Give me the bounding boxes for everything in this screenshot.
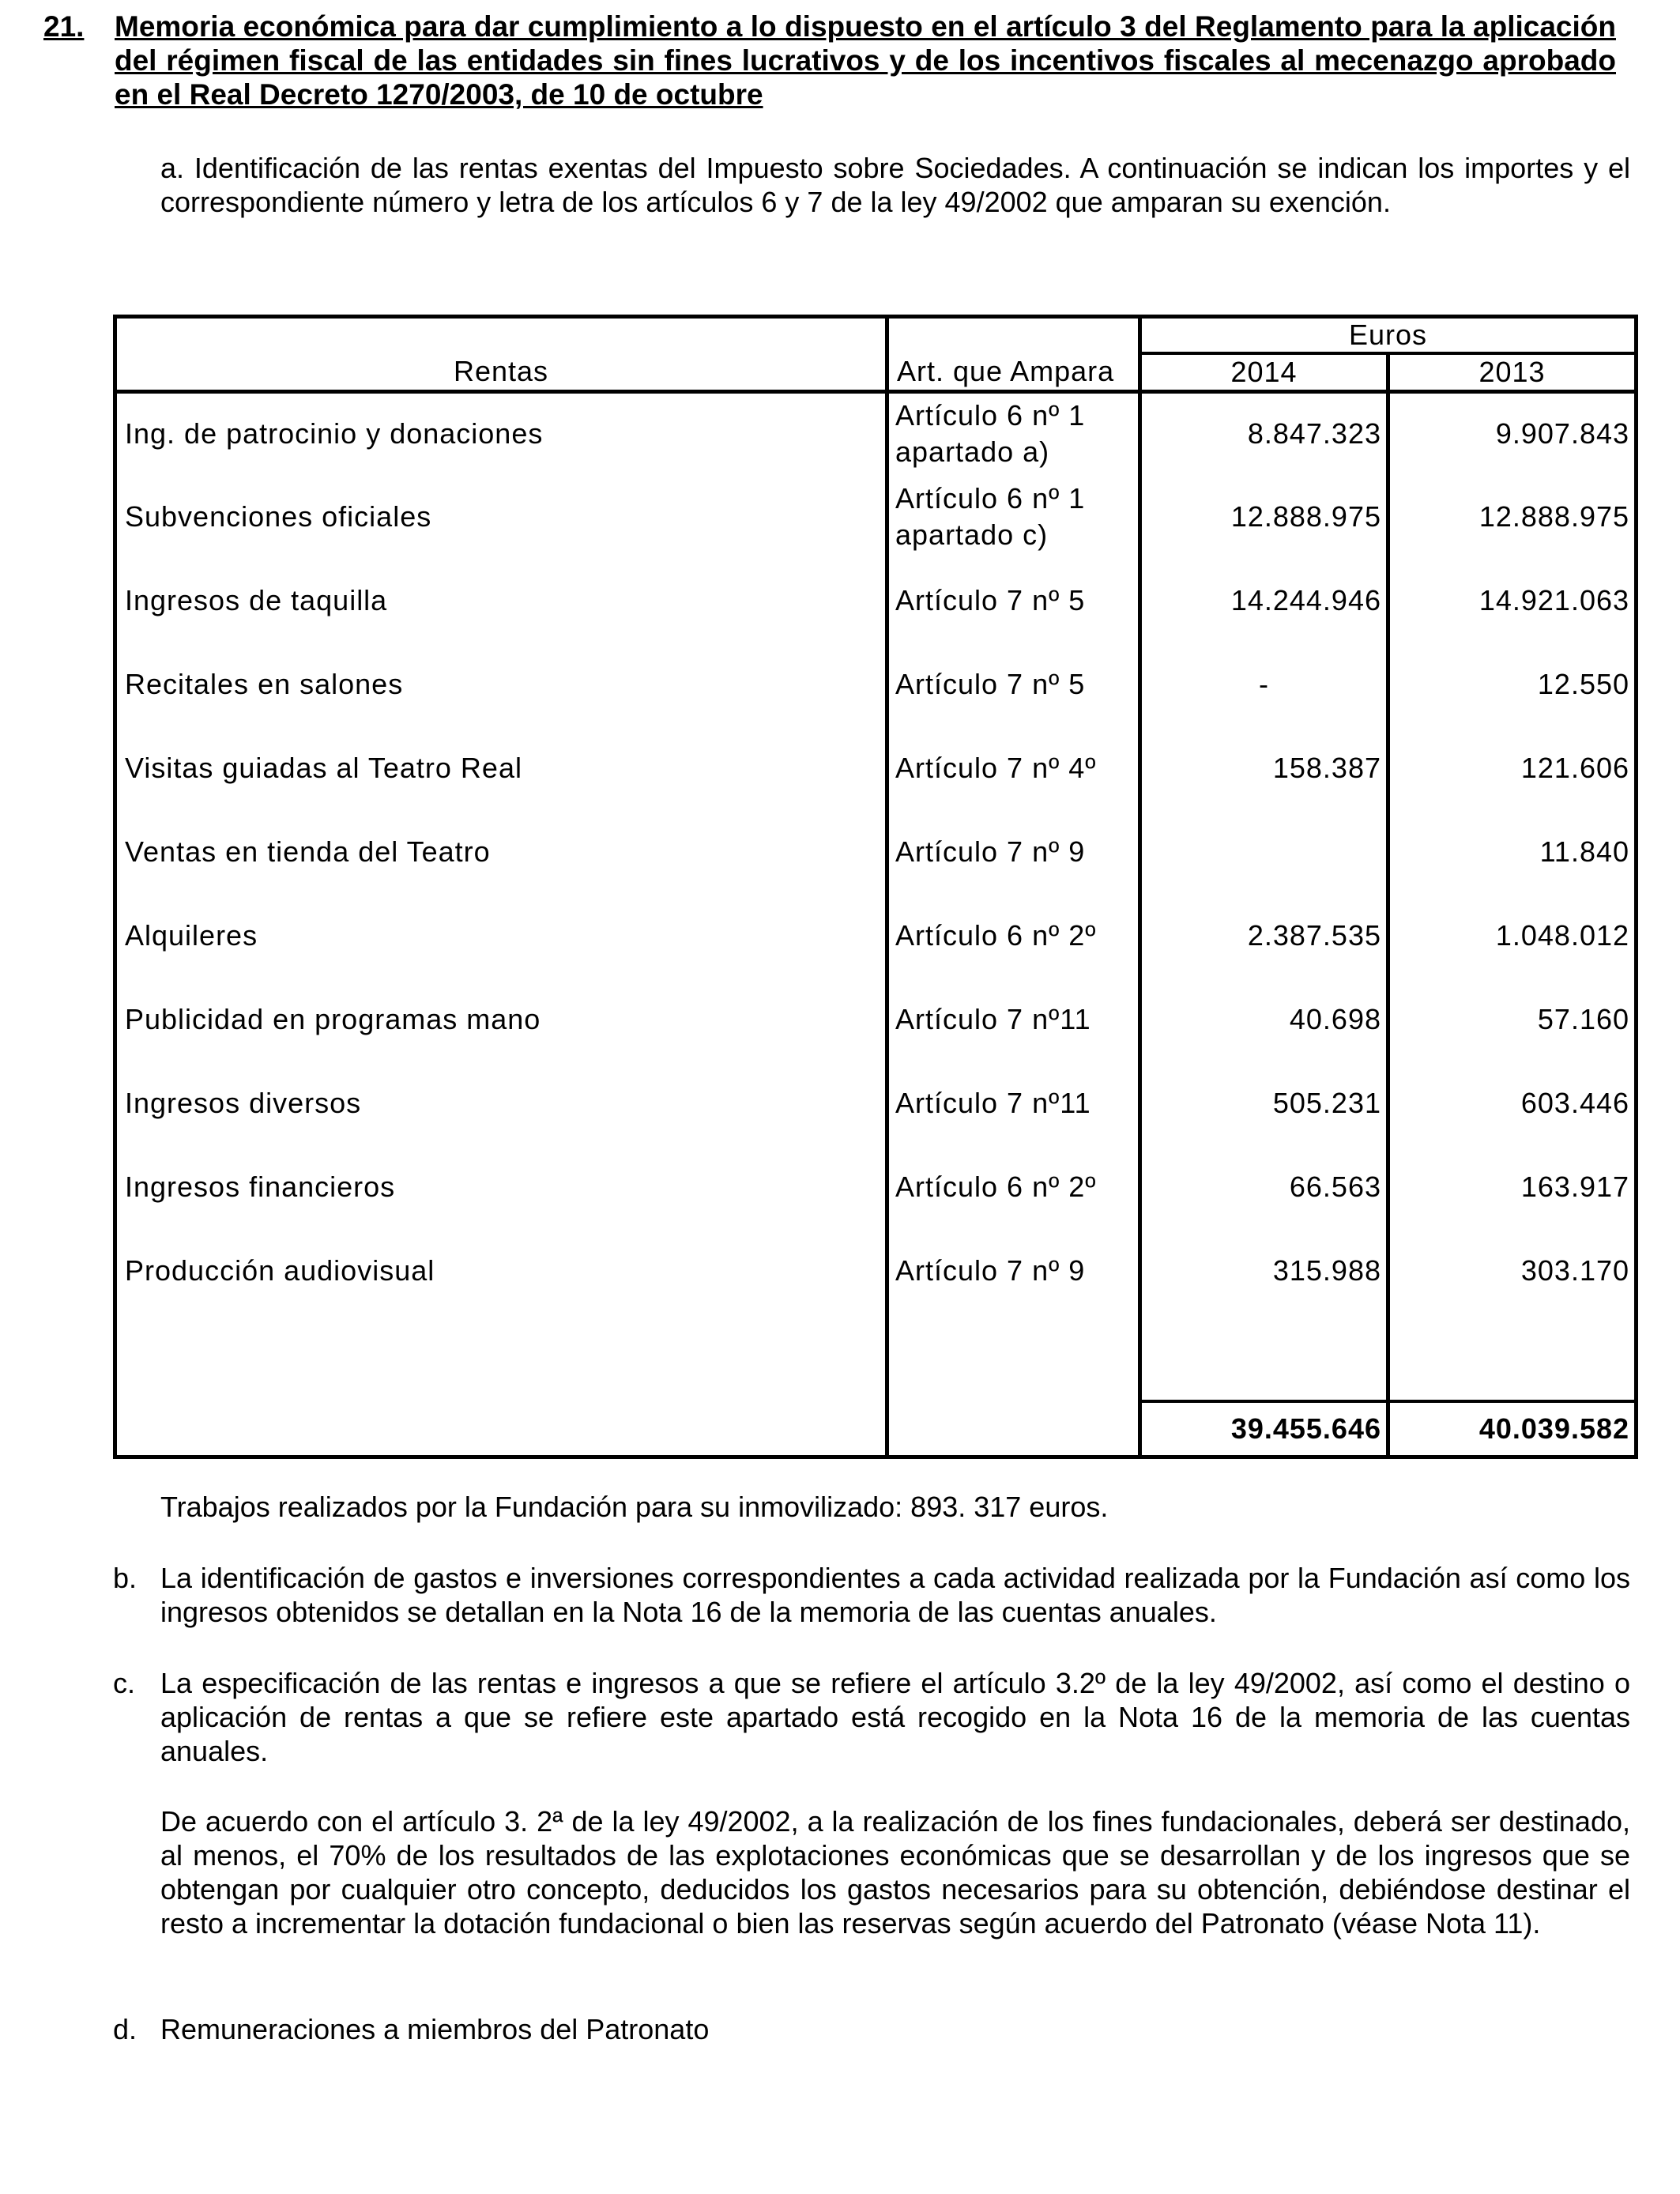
header-rentas: Rentas [115, 353, 887, 391]
value-2014 [1140, 810, 1388, 894]
articulo-ampara [887, 643, 1140, 726]
value-2013: 12.888.975 [1388, 475, 1637, 559]
total-cell-rentas [115, 1401, 887, 1457]
value-2013: 603.446 [1388, 1061, 1637, 1145]
table-row [115, 894, 1637, 978]
articulo-line: Artículo 6 nº 2º [895, 1171, 1097, 1203]
articulo-ampara [887, 1061, 1140, 1145]
table-row [115, 810, 1637, 894]
item-b-letter: b. [113, 1562, 137, 1594]
value-2013: 9.907.843 [1388, 391, 1637, 475]
articulo-ampara [887, 559, 1140, 643]
value-2013: 57.160 [1388, 978, 1637, 1061]
articulo-ampara [887, 1145, 1140, 1229]
table-row [115, 726, 1637, 810]
value-2013: 121.606 [1388, 726, 1637, 810]
renta-name: Ventas en tienda del Teatro [115, 810, 887, 894]
value-2014: 158.387 [1140, 726, 1388, 810]
value-2013: 163.917 [1388, 1145, 1637, 1229]
table-row [115, 391, 1637, 475]
articulo-line: Artículo 7 nº 5 [895, 584, 1086, 616]
total-2014: 39.455.646 [1140, 1401, 1388, 1457]
renta-name: Ingresos diversos [115, 1061, 887, 1145]
articulo-ampara [887, 391, 1140, 475]
table-row [115, 1061, 1637, 1145]
section-title: Memoria económica para dar cumplimiento a lo dispuesto en el artículo 3 del Reglamento para la aplicación del régimen fiscal de las entidades sin fines lucrativos y de los incentivos fiscales al mecenazgo aprobado en el Real Decreto 1270/2003, de 10 de octubre [115, 10, 1616, 111]
articulo-ampara [887, 1229, 1140, 1313]
value-2014: 12.888.975 [1140, 475, 1388, 559]
value-2014: 505.231 [1140, 1061, 1388, 1145]
item-c-text: La especificación de las rentas e ingresos a que se refiere el artículo 3.2º de la ley 49/2002, así como el destino o aplicación de rentas a que se refiere este apartado está recogido en la Nota 16 de la memoria de las cuentas anuales. [160, 1667, 1630, 1767]
value-2013: 303.170 [1388, 1229, 1637, 1313]
articulo-line: Artículo 6 nº 1 [895, 482, 1086, 515]
value-2013: 11.840 [1388, 810, 1637, 894]
renta-name: Ingresos de taquilla [115, 559, 887, 643]
blank-cell-art [887, 1313, 1140, 1401]
rentas-exentas-table [113, 315, 1638, 1459]
value-2013: 12.550 [1388, 643, 1637, 726]
header-2014: 2014 [1140, 353, 1388, 391]
renta-name: Ingresos financieros [115, 1145, 887, 1229]
articulo-line: Artículo 7 nº 5 [895, 668, 1086, 700]
table-row [115, 643, 1637, 726]
renta-name: Ing. de patrocinio y donaciones [115, 391, 887, 475]
articulo-ampara [887, 810, 1140, 894]
value-2014: 315.988 [1140, 1229, 1388, 1313]
renta-name: Alquileres [115, 894, 887, 978]
header-rentas-top [115, 317, 887, 354]
articulo-ampara [887, 894, 1140, 978]
renta-name: Publicidad en programas mano [115, 978, 887, 1061]
articulo-line: apartado c) [895, 518, 1049, 551]
articulo-line: Artículo 6 nº 1 [895, 399, 1086, 432]
value-2013: 14.921.063 [1388, 559, 1637, 643]
articulo-line: Artículo 7 nº 9 [895, 1254, 1086, 1287]
renta-name: Subvenciones oficiales [115, 475, 887, 559]
table-row [115, 1145, 1637, 1229]
section-number: 21. [43, 10, 85, 43]
intro-paragraph-a: a. Identificación de las rentas exentas del Impuesto sobre Sociedades. A continuación se indican los importes y el correspondiente número y letra de los artículos 6 y 7 de la ley 49/2002 que amparan su exención. [160, 152, 1630, 218]
total-2013: 40.039.582 [1388, 1401, 1637, 1457]
header-art-ampara: Art. que Ampara [887, 353, 1140, 391]
value-2013: 1.048.012 [1388, 894, 1637, 978]
value-2014: 14.244.946 [1140, 559, 1388, 643]
renta-name: Producción audiovisual [115, 1229, 887, 1313]
articulo-line: Artículo 7 nº 9 [895, 835, 1086, 868]
item-d-text: Remuneraciones a miembros del Patronato [160, 2013, 710, 2045]
value-2014: 8.847.323 [1140, 391, 1388, 475]
table-row [115, 475, 1637, 559]
blank-cell-2013 [1388, 1313, 1637, 1401]
blank-cell-2014 [1140, 1313, 1388, 1401]
trabajos-paragraph: Trabajos realizados por la Fundación para su inmovilizado: 893. 317 euros. [160, 1491, 1109, 1523]
articulo-line: Artículo 7 nº11 [895, 1087, 1091, 1119]
blank-cell-rentas [115, 1313, 887, 1401]
header-euros: Euros [1140, 317, 1637, 354]
item-c-paragraph-2: De acuerdo con el artículo 3. 2ª de la ley 49/2002, a la realización de los fines fundacionales, deberá ser destinado, al menos, el 70% de los resultados de las explotaciones económicas que se desarrollan y de los ingresos que se obtengan por cualquier otro concepto, deducidos los gastos necesarios para su obtención, debiéndose destinar el resto a incrementar la dotación fundacional o bien las reservas según acuerdo del Patronato (véase Nota 11). [160, 1805, 1630, 1940]
articulo-line: Artículo 6 nº 2º [895, 919, 1097, 952]
total-cell-art [887, 1401, 1140, 1457]
item-c-letter: c. [113, 1667, 136, 1699]
item-d-letter: d. [113, 2013, 137, 2045]
articulo-line: apartado a) [895, 435, 1050, 469]
table-row [115, 1229, 1637, 1313]
value-2014: 2.387.535 [1140, 894, 1388, 978]
articulo-ampara [887, 978, 1140, 1061]
value-2014: 66.563 [1140, 1145, 1388, 1229]
header-art-top [887, 317, 1140, 354]
value-2014: - [1140, 643, 1388, 726]
renta-name: Recitales en salones [115, 643, 887, 726]
articulo-ampara [887, 726, 1140, 810]
section-heading [43, 9, 1616, 111]
table-row [115, 559, 1637, 643]
renta-name: Visitas guiadas al Teatro Real [115, 726, 887, 810]
articulo-line: Artículo 7 nº 4º [895, 752, 1097, 784]
value-2014: 40.698 [1140, 978, 1388, 1061]
articulo-line: Artículo 7 nº11 [895, 1003, 1091, 1035]
item-b-text: La identificación de gastos e inversiones correspondientes a cada actividad realizada por la Fundación así como los ingresos obtenidos se detallan en la Nota 16 de la memoria de las cuentas anuales. [160, 1562, 1630, 1628]
header-2013: 2013 [1388, 353, 1637, 391]
articulo-ampara [887, 475, 1140, 559]
table-row [115, 978, 1637, 1061]
